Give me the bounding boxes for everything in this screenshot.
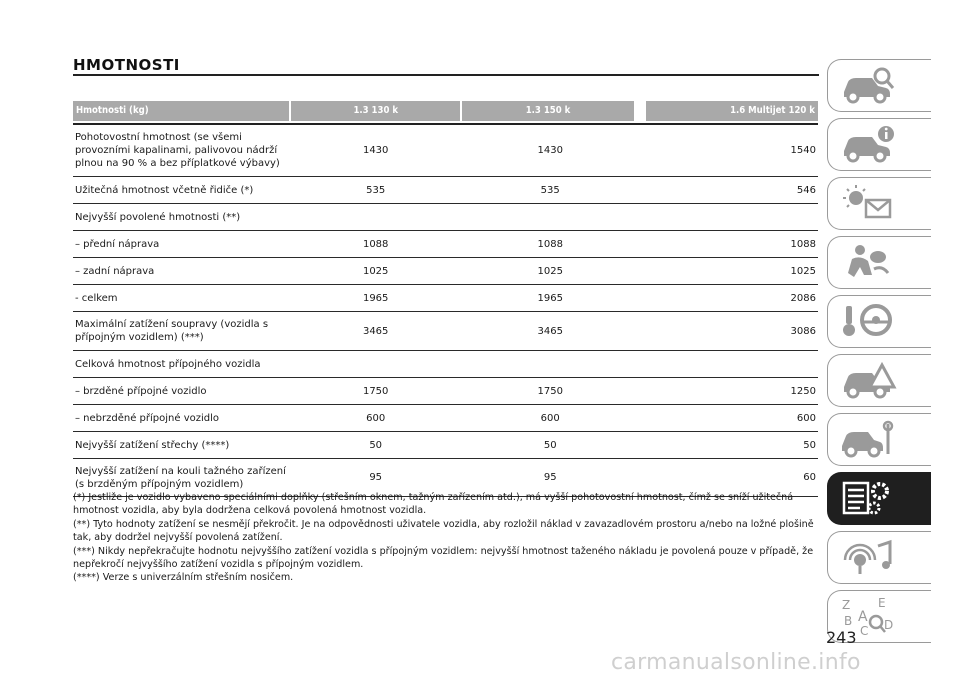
tab-multimedia[interactable] (827, 531, 931, 584)
cell-value: 1088 (790, 238, 816, 250)
cell-value: 1025 (362, 265, 389, 277)
table-row (73, 312, 818, 351)
cell-value: 95 (369, 472, 383, 483)
table-row (73, 405, 818, 432)
table-row (73, 378, 818, 405)
cell-value: 535 (366, 184, 386, 196)
svg-text:B: B (844, 614, 853, 628)
tab-emergency[interactable] (827, 354, 931, 407)
cell-value: 1088 (537, 238, 563, 250)
footnote-3: (***) Nikdy nepřekračujte hodnotu nejvyššího zatížení vozidla s přípojným vozidlem: nejvyšší hmotnost taženého nákladu je povolená pouze v případě, že nepřekročí nejvyššího zatížení vozidla s přípojným vozidlem. (73, 545, 814, 571)
cell-value: 3086 (790, 325, 816, 337)
row-label: – nebrzděné přípojné vozidlo (75, 412, 220, 424)
cell-value: 60 (803, 472, 816, 483)
header-engine-1: 1.3 130 k (291, 101, 460, 121)
svg-text:A: A (858, 609, 868, 625)
car-info-icon (838, 123, 898, 165)
cell-value: 1430 (362, 145, 389, 156)
car-warning-triangle-icon (838, 359, 898, 401)
technical-data-gear-icon (838, 477, 898, 519)
tab-car-info[interactable] (827, 118, 931, 171)
row-label: Nejvyšší zatížení střechy (****) (75, 439, 230, 451)
table-row (73, 285, 818, 312)
header-engine-3: 1.6 Multijet 120 k (646, 101, 818, 121)
row-label: Užitečná hmotnost včetně řidiče (*) (75, 184, 254, 196)
row-label: Pohotovostní hmotnost (se všemi provozními kapalinami, palivovou nádrží plnou na 90 % a bez příplatkové výbavy) (75, 132, 280, 169)
tab-warning-lights[interactable] (827, 177, 931, 230)
header-weights: Hmotnosti (kg) (73, 101, 289, 121)
cell-value: 3465 (537, 325, 563, 337)
table-header (73, 101, 818, 121)
weights-table (73, 101, 818, 497)
row-label: – přední náprava (75, 238, 160, 250)
cell-value: 95 (543, 472, 557, 483)
cell-value: 546 (796, 184, 816, 196)
svg-text:D: D (884, 618, 894, 632)
cell-value: 600 (366, 412, 386, 424)
table-row (73, 125, 818, 177)
cell-value: 1965 (362, 292, 389, 304)
cell-value: 1965 (537, 292, 563, 304)
tab-maintenance[interactable] (827, 413, 931, 466)
multimedia-music-icon (838, 536, 898, 578)
cell-value: 1430 (537, 145, 563, 156)
cell-value: 2086 (790, 292, 816, 304)
tab-technical-data[interactable] (827, 472, 931, 525)
row-label: Nejvyšší povolené hmotnosti (**) (75, 211, 241, 223)
cell-value: 1250 (790, 385, 816, 397)
svg-text:Z: Z (842, 598, 851, 612)
table-row (73, 351, 818, 378)
cell-value: 1025 (790, 265, 816, 277)
svg-text:C: C (860, 624, 869, 637)
footnote-1: (*) Jestliže je vozidlo vybaveno speciálními doplňky (střešním oknem, tažným zařízením atd.), má vyšší pohotovostní hmotnost, čímž se sníží užitečná hmotnost vozidla, aby byla dodržena celková povolená hmotnost vozidla. (73, 492, 794, 517)
tab-car-search[interactable] (827, 59, 931, 112)
car-search-icon (838, 64, 898, 106)
row-label: Nejvyšší zatížení na kouli tažného zařízení (s brzděným přípojným vozidlem) (75, 465, 286, 490)
footnotes (73, 491, 819, 585)
row-label: Maximální zatížení soupravy (vozidla s přípojným vozidlem) (***) (75, 319, 269, 343)
page-title: HMOTNOSTI (73, 56, 180, 74)
table-row (73, 204, 818, 231)
row-label: Celková hmotnost přípojného vozidla (75, 358, 261, 370)
cell-value: 1025 (537, 265, 563, 277)
footnote-4: (****) Verze s univerzálním střešním nosičem. (73, 572, 294, 584)
cell-value: 50 (543, 439, 557, 451)
cell-value: 1750 (537, 385, 563, 397)
cell-value: 1088 (362, 238, 389, 250)
title-divider (73, 74, 819, 76)
cell-value: 535 (540, 184, 560, 196)
footnote-2: (**) Tyto hodnoty zatížení se nesmějí překročit. Je na odpovědnosti uživatele vozidla, aby rozložil náklad v zavazadlovém prostoru a/nebo na ložné plošině tak, aby dodržel nejvyšší povolená zatížení. (73, 518, 814, 544)
cell-value: 3465 (362, 325, 389, 337)
svg-text:E: E (878, 596, 886, 610)
row-label: - celkem (75, 292, 118, 304)
row-label: – brzděné přípojné vozidlo (75, 385, 207, 397)
table-row (73, 177, 818, 204)
row-label: – zadní náprava (75, 265, 155, 277)
table-row (73, 231, 818, 258)
cell-value: 1750 (362, 385, 389, 397)
warning-light-envelope-icon (838, 182, 898, 224)
tab-start-drive[interactable] (827, 295, 931, 348)
table-row (73, 432, 818, 459)
cell-value: 50 (369, 439, 383, 451)
header-engine-2: 1.3 150 k (462, 101, 633, 121)
cell-value: 600 (540, 412, 560, 424)
page-number: 243 (826, 628, 857, 647)
cell-value: 1540 (790, 145, 816, 156)
table-row (73, 258, 818, 285)
chapter-tabs (827, 59, 931, 649)
cell-value: 600 (796, 412, 816, 424)
key-steering-wheel-icon (838, 300, 898, 342)
car-tools-icon (838, 418, 898, 460)
tab-safety[interactable] (827, 236, 931, 289)
watermark: carmanualsonline.info (611, 650, 861, 675)
airbag-person-icon (838, 241, 898, 283)
cell-value: 50 (803, 439, 816, 451)
